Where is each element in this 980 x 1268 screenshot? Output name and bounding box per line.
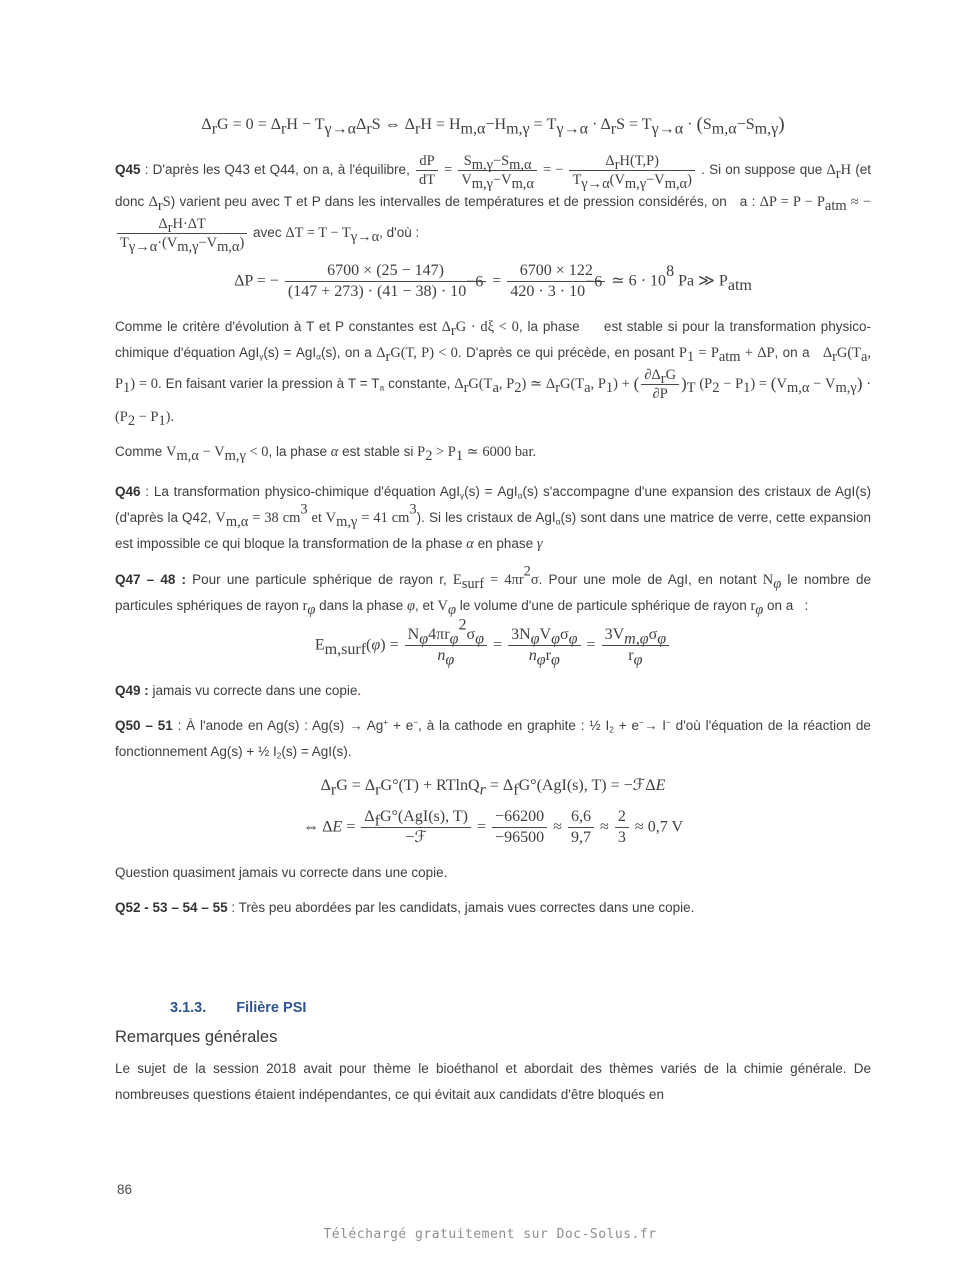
paragraph-q46: Q46 : La transformation physico-chimique d'équation AgI$_\gamma$(s) = AgI$_\alpha$(s) s'accompagne d'une expansion des cristaux de AgI(s) (d'après la Q42, $V_{m,\alpha} = 38$ $cm^3$ et $V_{m,\gamma} = 41$ $cm^3$). Si les cristaux de AgI$_\alpha$(s) sont dans une matrice de verre, cette expansion est impossible ce qui bloque la transformation de la phase α en phase γ — [115, 483, 871, 552]
paragraph-question-jamais: Question quasiment jamais vu correcte dans une copie. — [115, 864, 448, 880]
section-number: 3.1.3. — [170, 999, 207, 1016]
paragraph-q49: Q49 : jamais vu correcte dans une copie. — [115, 682, 362, 698]
paragraph-phase-stable: Comme $V_{m,\alpha} - V_{m,\gamma} < 0$, la phase α est stable si $P_2 > P_1$ ≃ 6000 bar. — [115, 443, 537, 464]
equation-delta-rg: $\Delta_rG = \Delta_rG^\circ(T) + RTlnQ_r = \Delta_fG^\circ(AgI(s)$, T) = −ℱΔE — [320, 776, 666, 799]
paragraph-q52-55: Q52 - 53 – 54 – 55 : Très peu abordées par les candidats, jamais vues correctes dans une copie. — [115, 899, 695, 915]
paragraph-sujet-2018: Le sujet de la session 2018 avait pour thème le bioéthanol et abordait des thèmes variés de la chimie générale. De nombreuses questions étaient indépendantes, ce qui évitait aux candidats d'être bloqués en — [115, 1060, 871, 1102]
section-heading-filiere-psi — [170, 995, 871, 1021]
paragraph-q50-51: Q50 – 51 : À l'anode en Ag(s) : Ag(s) → Ag+ + e−, à la cathode en graphite : ½ $I_2 + e^-\to I^-$ d'où l'équation de la réaction de fonctionnement Ag(s) + ½ $I_2(s) = AgI(s)$. — [115, 716, 871, 760]
paragraph-q47-48: Q47 – 48 : Pour une particule sphérique de rayon r, $E_{surf} = 4\pi r^2\sigma$. Pour une mole de AgI, en notant $N_\varphi$ le nombre de particules sphériques de rayon $r_\varphi$ dans la phase φ, et $V_\varphi$ le volume d'une de particule sphérique de rayon $r_\varphi$ on a : — [115, 562, 871, 618]
subheading-remarques-generales: Remarques générales — [115, 1027, 278, 1046]
footer-watermark: Téléchargé gratuitement sur Doc-Solus.fr — [323, 1227, 657, 1242]
document-content — [115, 0, 871, 1117]
paragraph-q45: Q45 : D'après les Q43 et Q44, on a, à l'équilibre, $\frac{dP}{dT}$ = $\frac{S_{m,\gamma}-S_{m,\alpha}}{V_{m,\gamma}-V_{m,\alpha}}$ = − $\frac{\Delta_rH(T,P)}{T_{\gamma\to\alpha}(V_{m,\gamma}-V_{m,\alpha})}$ . Si on suppose que $\Delta_rH$ (et donc $\Delta_rS$) varient peu avec T et P dans les intervalles de températures et de pression considérés, on a : $\Delta P = P - P_{atm}$ ≈ − $\frac{\Delta_rH\cdot\Delta T}{T_{\gamma\to\alpha}\cdot(V_{m,\gamma}-V_{m,\alpha})}$ avec $\Delta T = T - T_{\gamma\to\alpha}$, d'où : — [115, 153, 871, 256]
paragraph-critere-evolution: Comme le critère d'évolution à T et P constantes est $\Delta_rG \cdot d\xi < 0$, la phase est stable si pour la transformation physico-chimique d'équation AgI$_\gamma$(s) = AgI$_\alpha$(s), on a $\Delta_rG(T$, P) < 0. D'après ce qui précède, en posant $P_1 = P_{atm} + \Delta P$, on a $\Delta_rG(T_a$, $P_1) = 0$. En faisant varier la pression à $T = T_a$ constante, $\Delta_rG(T_a$, $P_2$) ≃ $\Delta_rG(T_a$, $P_1$) + ( $\frac{\partial\Delta_rG}{\partial P}$ )$_T$ $(P_2 - P_1) = (V_{m,\alpha} - V_{m,\gamma}) \cdot (P_2 - P_1)$. — [115, 319, 872, 429]
equation-delta-e: ⇔ ΔE = $\frac{\Delta_fG^\circ(AgI(s), T)}{\text{−ℱ}}$ = $\frac{-66200}{-96500}$ ≈ $\frac{6,6}{9,7}$ ≈ $\frac{2}{3}$ ≈ 0,7 V — [115, 807, 871, 848]
equation-surface-energy: $E_{m,surf}(\varphi)$ = $\frac{N_\varphi 4\pi r_\varphi^2\sigma_\varphi}{n_\varphi}$ = $\frac{3N_\varphi V_\varphi\sigma_\varphi}{n_\varphi r_\varphi}$ = $\frac{3V_{m,\varphi}\sigma_\varphi}{r_\varphi}$ — [115, 625, 871, 666]
page-number: 86 — [117, 1182, 133, 1197]
section-title: Filière PSI — [236, 999, 307, 1016]
equation-delta-p-numeric: ΔP = − $\frac{6700 \times (25 - 147)}{(147 + 273) \cdot (41 - 38) \cdot 10^{-6}}$ = $\frac{6700 \times 122}{420 \cdot 3 \cdot 10^{-6}}$ ≃ $6 \cdot 10^8$ Pa ≫ $P_{atm}$ — [115, 261, 871, 302]
equation-drg-zero: $\Delta_rG = 0 = \Delta_rH - T_{\gamma\to\alpha}\Delta_rS$ ⇔ $\Delta_rH = H_{m,\alpha}-H_{m,\gamma} = T_{\gamma\to\alpha} \cdot \Delta_rS = T_{\gamma\to\alpha} \cdot (S_{m,\alpha}-S_{m,\gamma})$ — [201, 114, 785, 138]
